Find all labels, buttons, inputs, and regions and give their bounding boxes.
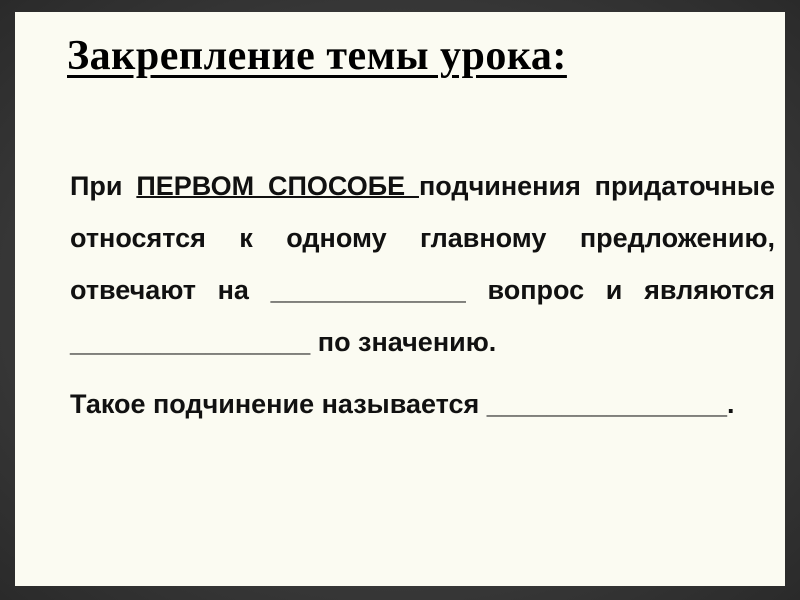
paragraph-first-method [70, 160, 775, 368]
slide [15, 12, 785, 586]
paragraph-prefix: При [70, 171, 137, 201]
slide-body [70, 160, 775, 430]
emphasized-term: ПЕРВОМ СПОСОБЕ [136, 171, 419, 201]
paragraph-subordination-name: Такое подчинение называется ________________. [70, 389, 735, 419]
slide-title: Закрепление темы урока: [67, 33, 567, 79]
paragraph-rest: подчинения придаточные относятся к одному главному предложению, отвечают на _____________ вопрос и являются ________________ по значению. [70, 171, 775, 357]
